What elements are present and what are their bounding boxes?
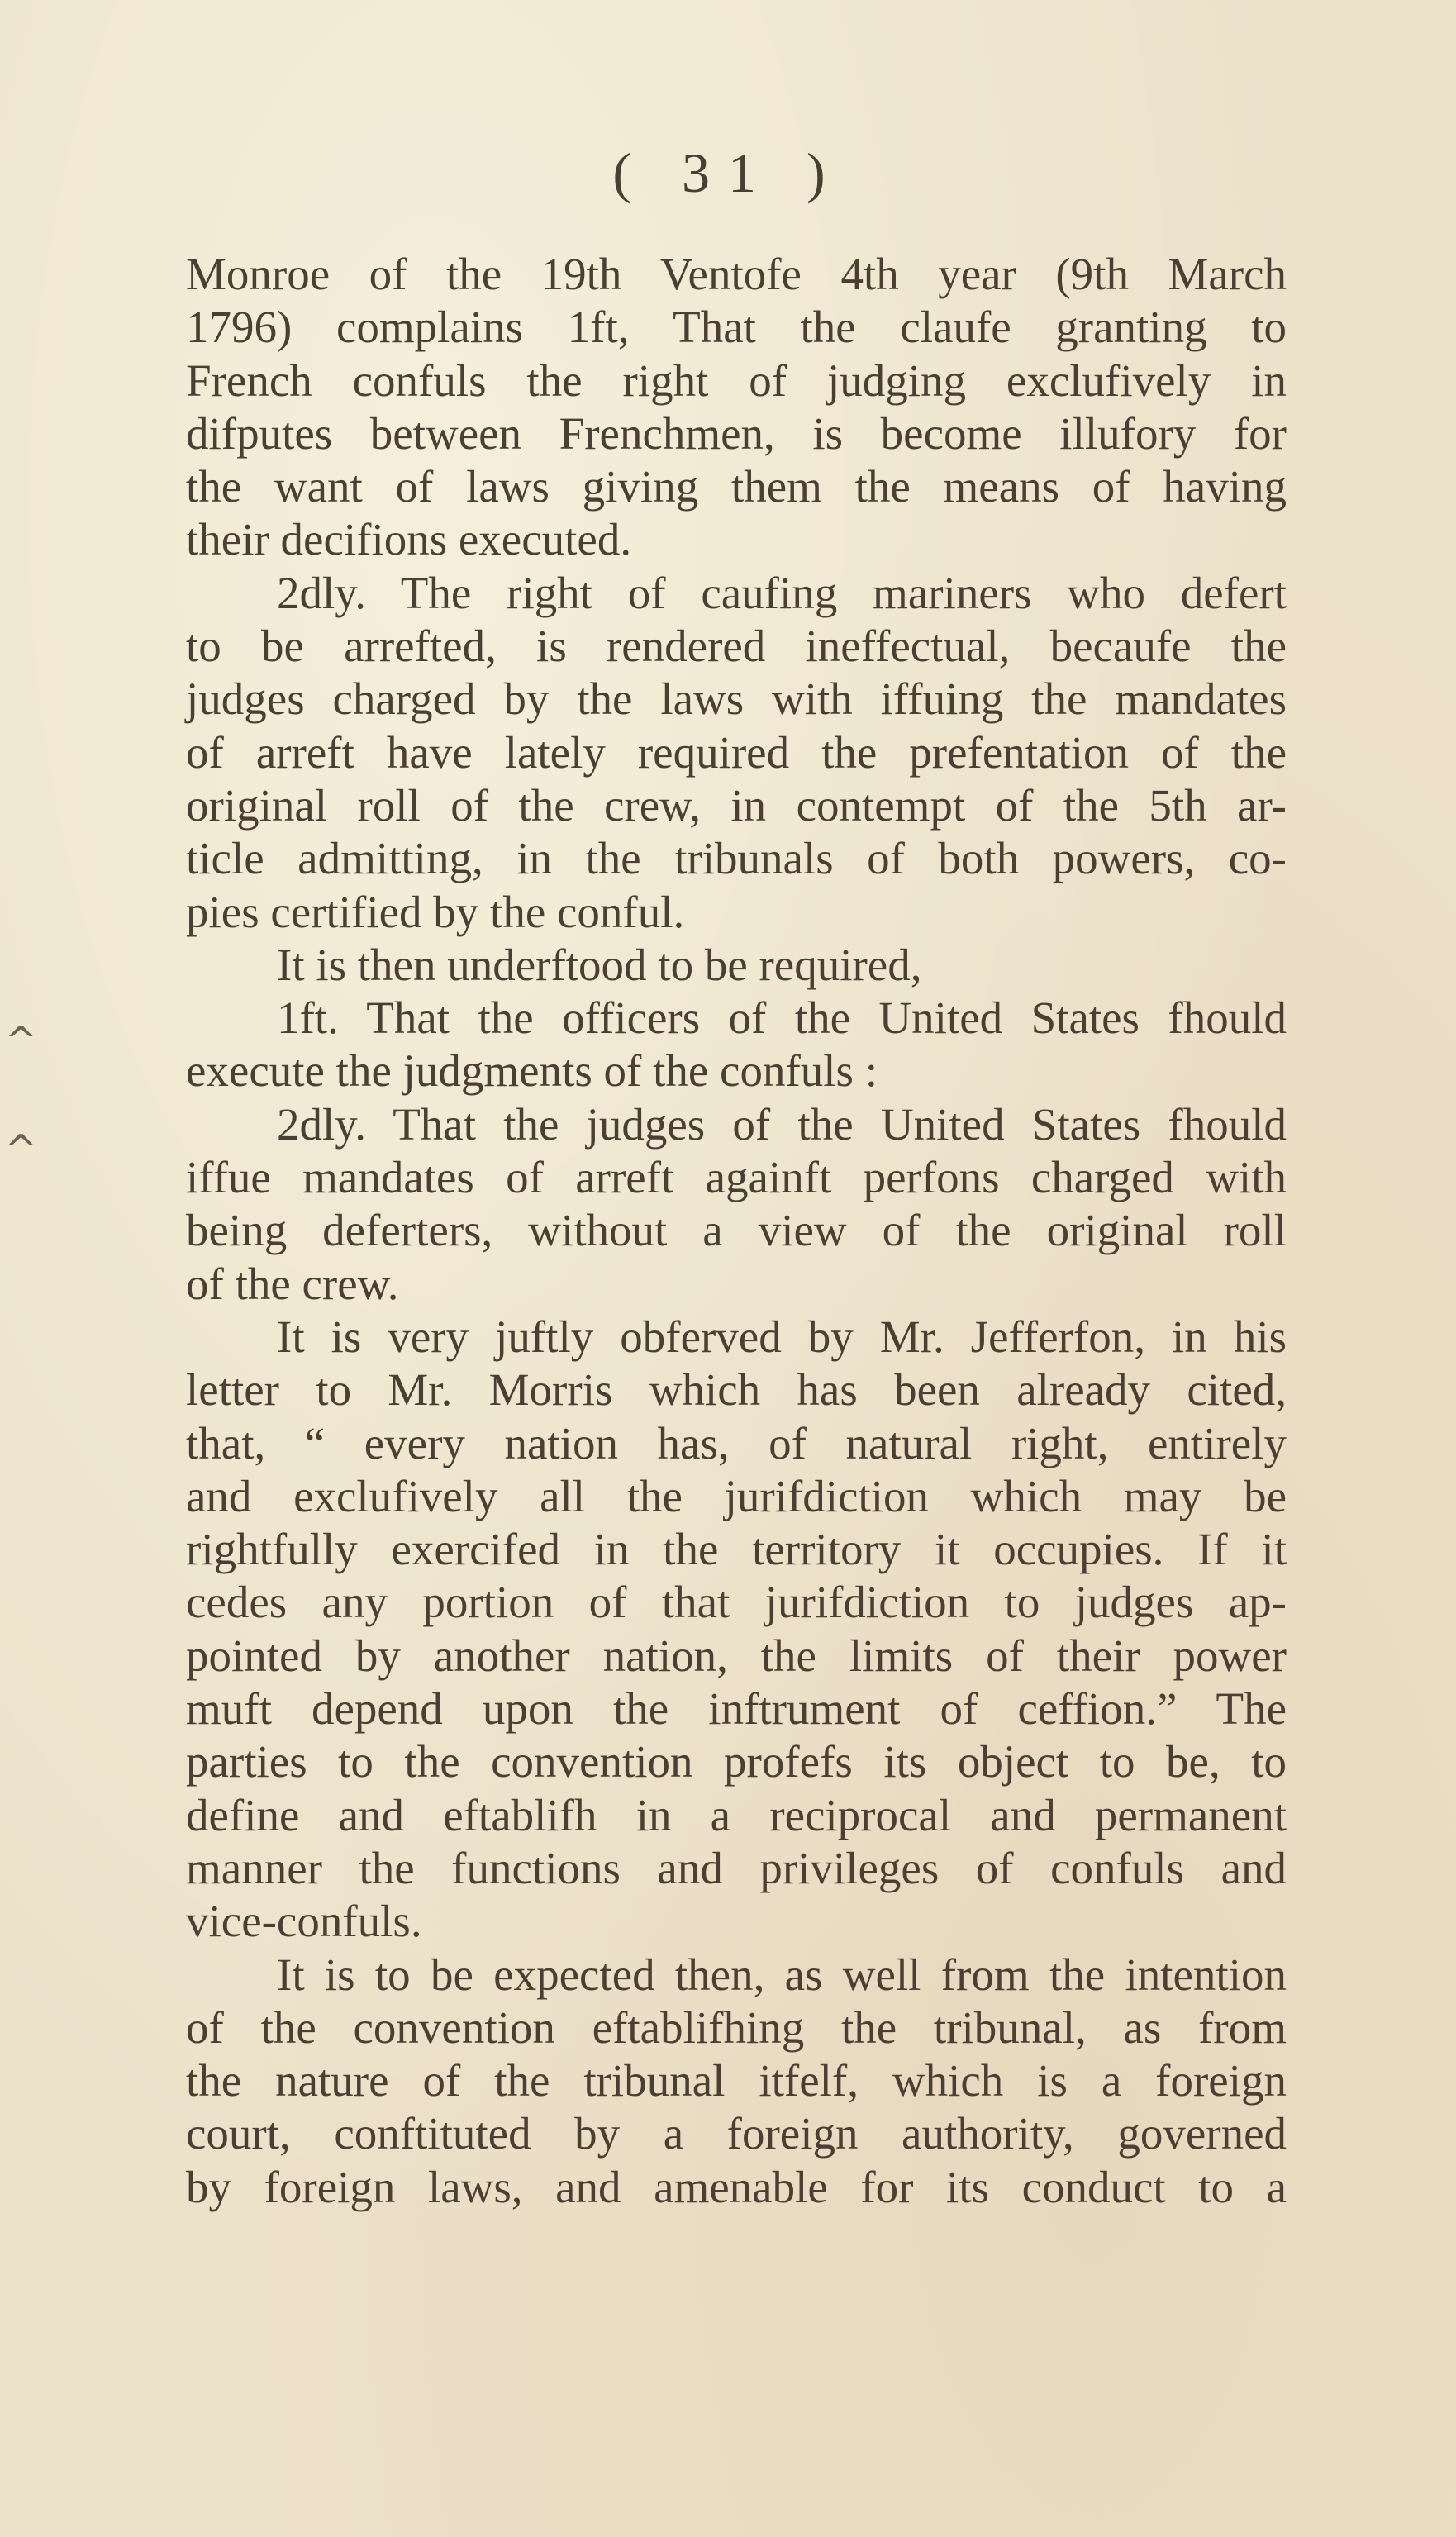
- text-line: and exclufively all the jurifdiction which may be: [186, 1470, 1287, 1521]
- text-line: iffue mandates of arreft againft perfons charged with: [186, 1152, 1287, 1203]
- body-text: [186, 248, 1287, 2214]
- text-line: to be arrefted, is rendered ineffectual, becaufe the: [186, 621, 1287, 672]
- text-line: pointed by another nation, the limits of their power: [186, 1630, 1287, 1681]
- text-line: of the crew.: [186, 1258, 399, 1309]
- text-line: difputes between Frenchmen, is become illufory for: [186, 407, 1287, 459]
- text-line: by foreign laws, and amenable for its conduct to a: [186, 2161, 1287, 2212]
- text-line: that, “ every nation has, of natural right, entirely: [186, 1417, 1287, 1468]
- text-line: It is very juftly obferved by Mr. Jefferfon, in his: [277, 1311, 1287, 1362]
- text-line: of the convention eftablifhing the tribunal, as from: [186, 2002, 1287, 2053]
- text-line: Monroe of the 19th Ventofe 4th year (9th March: [186, 249, 1287, 299]
- text-line: vice-confuls.: [186, 1896, 422, 1947]
- page-number-header: ( 31 ): [612, 141, 844, 204]
- text-line: manner the functions and privileges of confuls and: [186, 1842, 1287, 1893]
- margin-caret-mark: ^: [5, 1126, 37, 1171]
- margin-caret-mark: ^: [5, 1018, 37, 1063]
- text-line: the want of laws giving them the means of having: [186, 461, 1287, 512]
- text-line: 2dly. That the judges of the United States fhould: [277, 1098, 1287, 1150]
- text-line: court, conftituted by a foreign authority, governed: [186, 2108, 1287, 2159]
- text-line: It is then underftood to be required,: [277, 939, 922, 990]
- text-line: rightfully exercifed in the territory it occupies. If it: [186, 1524, 1287, 1575]
- text-line: execute the judgments of the confuls :: [186, 1045, 878, 1097]
- text-line: 1796) complains 1ft, That the claufe granting to: [186, 302, 1287, 353]
- text-line: 1ft. That the officers of the United States fhould: [277, 992, 1287, 1044]
- text-line: their decifions executed.: [186, 514, 632, 565]
- text-line: French confuls the right of judging exclufively in: [186, 355, 1287, 406]
- text-line: cedes any portion of that jurifdiction to judges ap-: [186, 1577, 1287, 1628]
- text-line: define and eftablifh in a reciprocal and permanent: [186, 1789, 1287, 1840]
- text-line: ticle admitting, in the tribunals of both powers, co-: [186, 833, 1287, 884]
- text-line: parties to the convention profefs its object to be, to: [186, 1736, 1287, 1787]
- text-line: pies certified by the conful.: [186, 886, 685, 937]
- text-line: the nature of the tribunal itfelf, which is a foreign: [186, 2055, 1287, 2106]
- text-line: muft depend upon the inftrument of ceffion.” The: [186, 1683, 1287, 1735]
- text-line: of arreft have lately required the prefentation of the: [186, 726, 1287, 778]
- text-line: letter to Mr. Morris which has been already cited,: [186, 1364, 1287, 1416]
- text-line: being deferters, without a view of the original roll: [186, 1205, 1287, 1256]
- text-line: original roll of the crew, in contempt of the 5th ar-: [186, 779, 1287, 831]
- text-line: It is to be expected then, as well from the intention: [277, 1949, 1287, 2000]
- text-line: judges charged by the laws with iffuing the mandates: [186, 674, 1287, 725]
- text-line: 2dly. The right of caufing mariners who defert: [277, 567, 1287, 618]
